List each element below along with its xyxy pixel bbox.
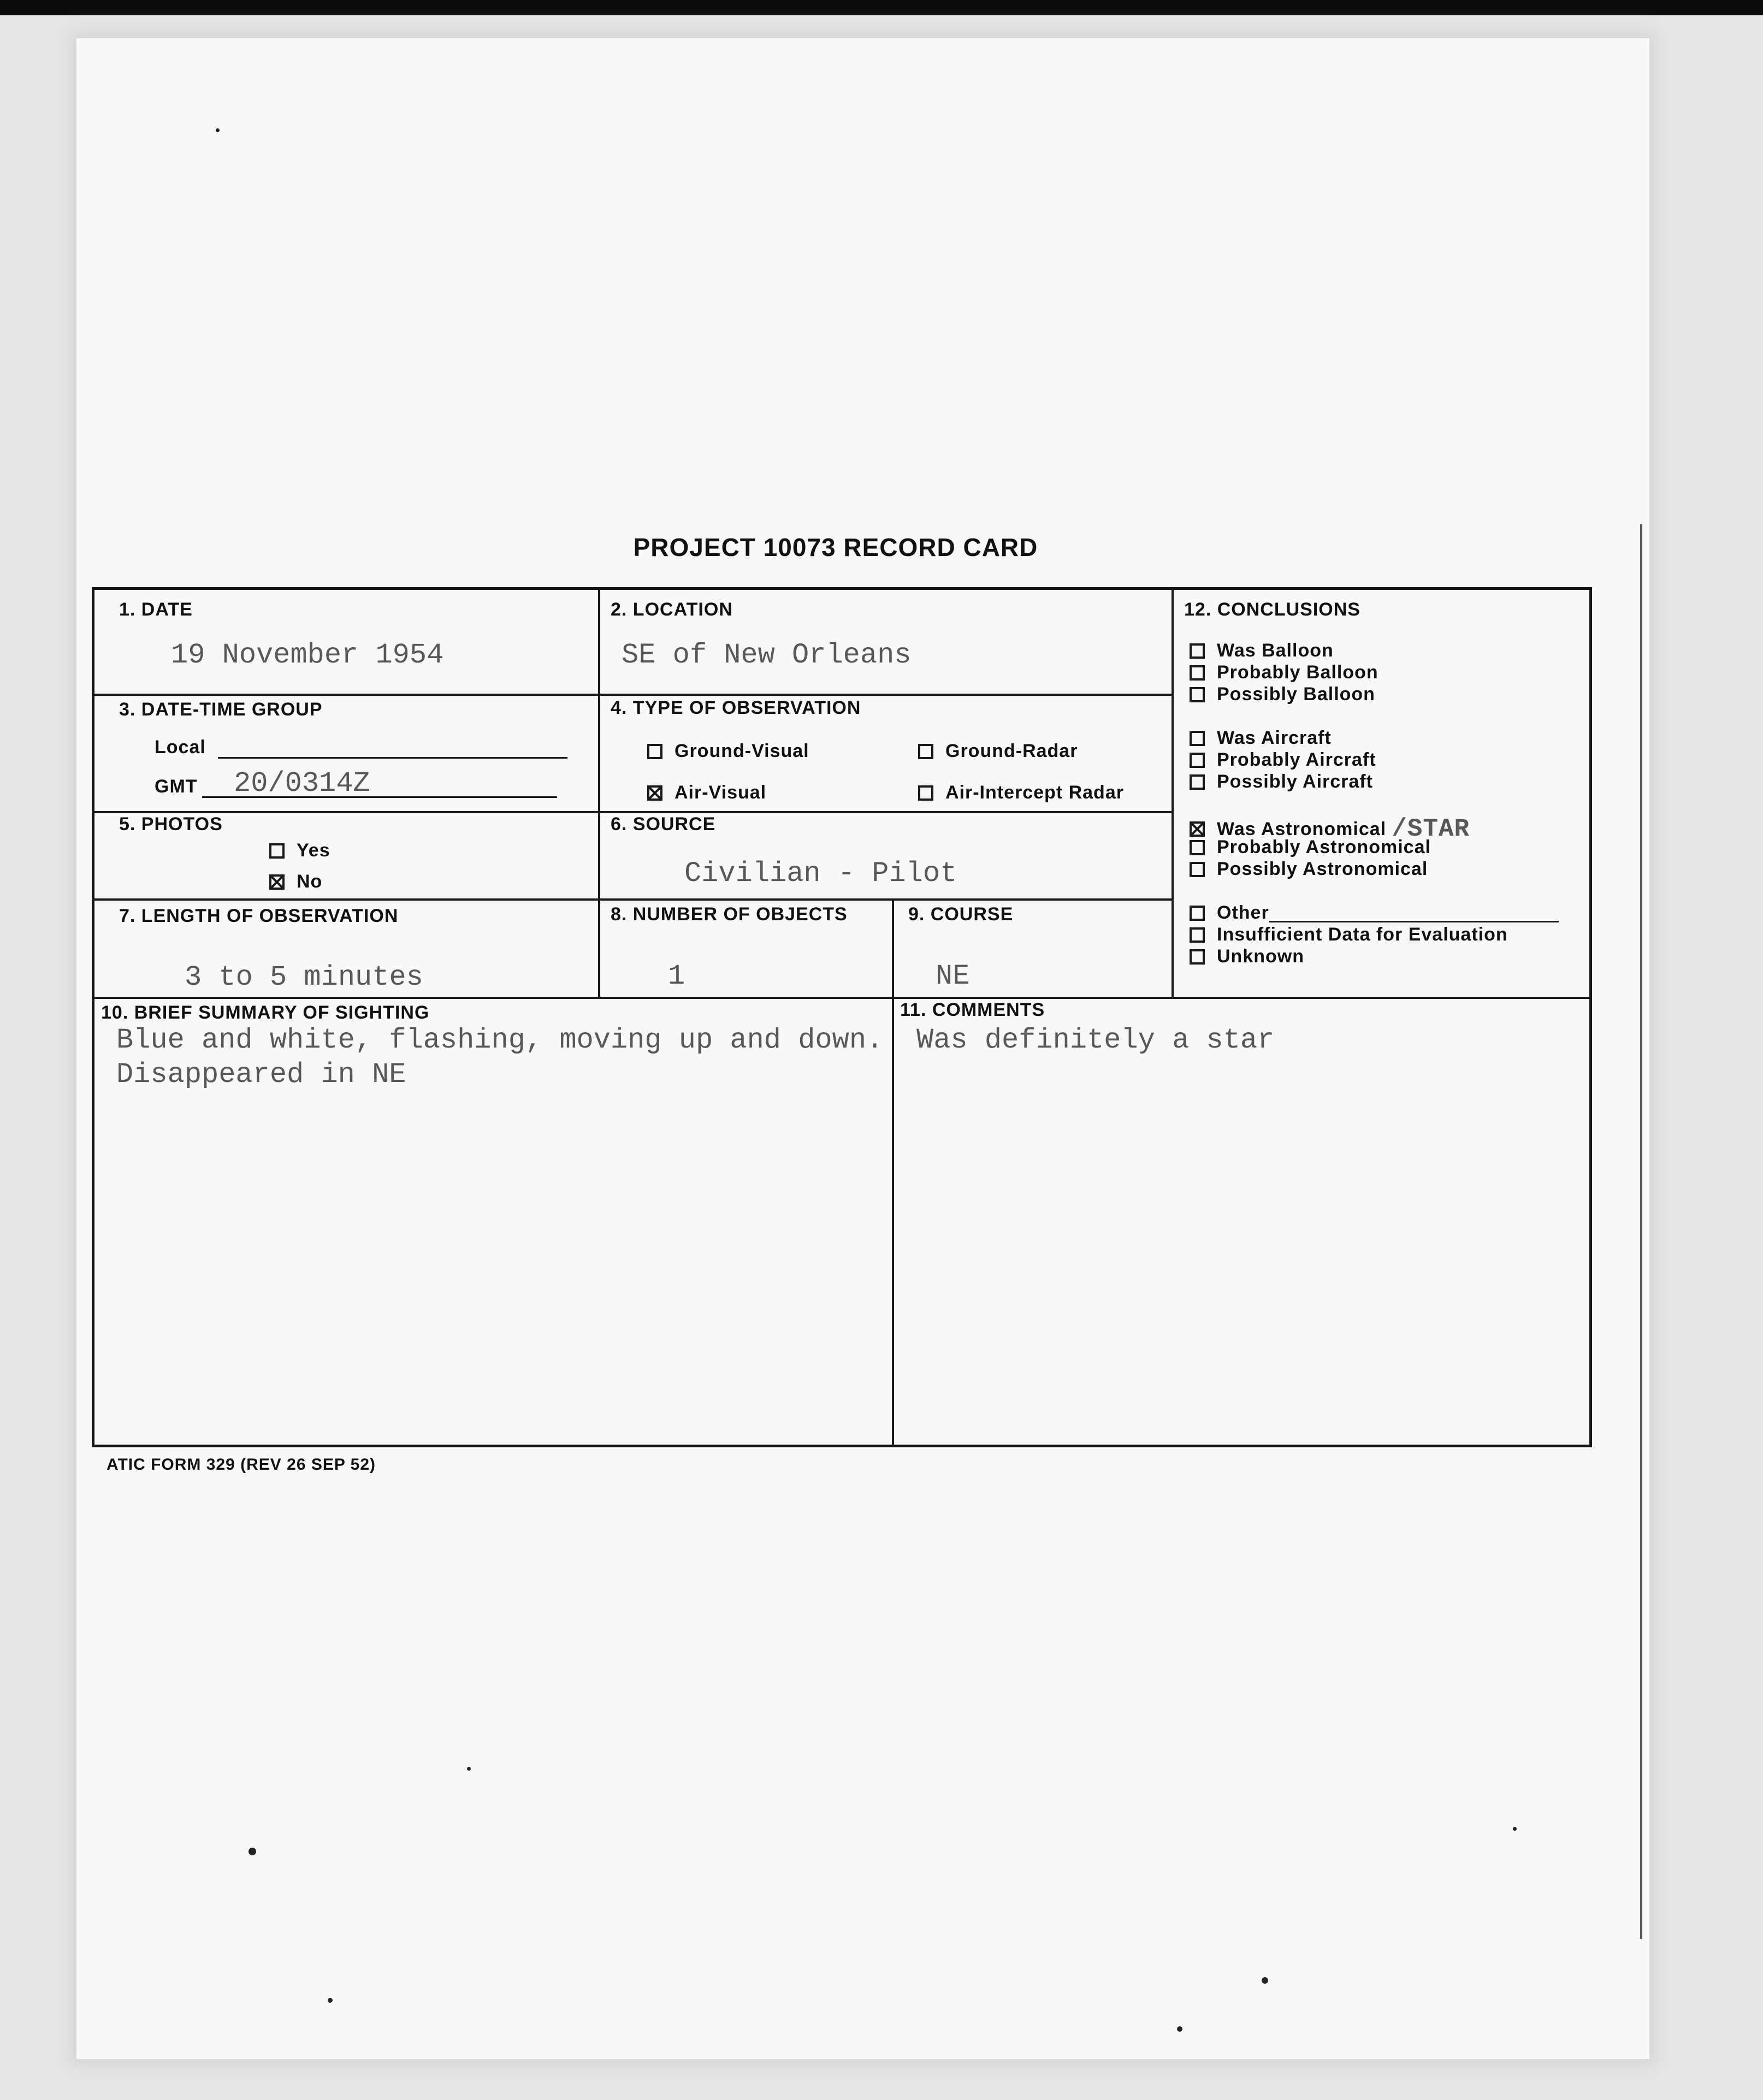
conclusion-possibly-aircraft <box>1190 771 1373 792</box>
scan-speck <box>1177 2026 1182 2032</box>
checkbox-icon <box>1190 774 1205 790</box>
conclusion-label: Probably Aircraft <box>1217 749 1376 770</box>
scan-top-edge <box>0 0 1763 15</box>
local-field <box>155 736 567 759</box>
divider-row2 <box>94 811 1172 813</box>
checkbox-icon <box>1190 643 1205 659</box>
checkbox-icon <box>647 744 662 759</box>
date-value: 19 November 1954 <box>171 639 444 671</box>
checkbox-icon <box>1190 906 1205 921</box>
conclusion-possibly-astronomical <box>1190 859 1428 880</box>
form-id: ATIC FORM 329 (REV 26 SEP 52) <box>107 1456 376 1474</box>
scan-speck <box>467 1767 471 1771</box>
type-of-observation-label: 4. TYPE OF OBSERVATION <box>611 697 861 718</box>
number-of-objects-label: 8. NUMBER OF OBJECTS <box>611 904 848 925</box>
location-value: SE of New Orleans <box>622 639 912 671</box>
card-title: PROJECT 10073 RECORD CARD <box>633 533 1038 561</box>
gmt-value: 20/0314Z <box>234 767 370 800</box>
conclusion-label: Insufficient Data for Evaluation <box>1217 924 1508 945</box>
checkbox-icon <box>1190 665 1205 681</box>
conclusion-insufficient-data <box>1190 924 1508 945</box>
conclusion-label: Was Astronomical <box>1217 818 1387 839</box>
checked-checkbox-icon <box>1190 821 1205 837</box>
comments-label: 11. COMMENTS <box>900 999 1045 1020</box>
checkbox-icon <box>918 785 933 801</box>
checkbox-icon <box>1190 687 1205 702</box>
scan-speck <box>216 128 220 132</box>
photos-no <box>269 871 322 892</box>
date-time-group-label: 3. DATE-TIME GROUP <box>119 699 323 720</box>
conclusion-was-balloon <box>1190 640 1334 661</box>
summary-line-1: Blue and white, flashing, moving up and down. <box>116 1024 884 1056</box>
local-value-line <box>218 736 567 759</box>
photos-yes-label: Yes <box>297 840 330 861</box>
obs-ground-radar-label: Ground-Radar <box>945 741 1078 761</box>
conclusion-was-aircraft <box>1190 727 1332 749</box>
summary-label: 10. BRIEF SUMMARY OF SIGHTING <box>101 1002 430 1023</box>
conclusion-label: Unknown <box>1217 946 1304 967</box>
course-label: 9. COURSE <box>908 904 1014 925</box>
conclusion-probably-aircraft <box>1190 749 1376 771</box>
conclusion-label: Probably Astronomical <box>1217 837 1431 857</box>
date-label: 1. DATE <box>119 599 193 620</box>
conclusion-probably-balloon <box>1190 662 1379 683</box>
checkbox-icon <box>1190 840 1205 855</box>
conclusions-label: 12. CONCLUSIONS <box>1184 599 1360 620</box>
record-card <box>92 587 1592 1447</box>
conclusion-other <box>1190 902 1559 924</box>
divider-row3 <box>94 898 1172 901</box>
summary-line-2: Disappeared in NE <box>116 1058 406 1091</box>
divider-row4 <box>94 997 1589 999</box>
divider-col-mid <box>892 898 894 1445</box>
obs-air-intercept-radar <box>918 782 1124 803</box>
source-value: Civilian - Pilot <box>684 857 957 890</box>
photos-no-label: No <box>297 871 323 892</box>
length-of-observation-value: 3 to 5 minutes <box>185 961 423 993</box>
conclusion-label: Other <box>1217 902 1269 923</box>
local-label: Local <box>155 737 206 758</box>
photos-yes <box>269 840 330 861</box>
conclusion-label: Was Aircraft <box>1217 727 1332 748</box>
checked-checkbox-icon <box>647 785 662 801</box>
divider-col-left <box>598 590 600 997</box>
source-label: 6. SOURCE <box>611 814 716 835</box>
number-of-objects-value: 1 <box>668 960 685 992</box>
checkbox-icon <box>1190 862 1205 877</box>
checkbox-icon <box>1190 731 1205 746</box>
conclusion-label: Probably Balloon <box>1217 662 1379 683</box>
obs-air-intercept-radar-label: Air-Intercept Radar <box>945 782 1124 803</box>
scan-speck <box>328 1998 333 2003</box>
gmt-label: GMT <box>155 776 198 797</box>
obs-air-visual-label: Air-Visual <box>675 782 767 803</box>
obs-ground-radar <box>918 741 1078 762</box>
checkbox-icon <box>1190 927 1205 943</box>
checkbox-icon <box>1190 753 1205 768</box>
obs-air-visual <box>647 782 766 803</box>
course-value: NE <box>936 960 970 992</box>
checkbox-icon <box>1190 949 1205 965</box>
conclusion-unknown <box>1190 946 1304 967</box>
scan-artifact-line <box>1640 524 1642 1939</box>
scan-speck <box>249 1848 256 1855</box>
comments-value: Was definitely a star <box>916 1024 1275 1056</box>
divider-row1 <box>94 694 1172 696</box>
divider-col-right <box>1172 590 1174 997</box>
checked-checkbox-icon <box>269 874 285 890</box>
conclusion-label: Possibly Aircraft <box>1217 771 1373 792</box>
checkbox-icon <box>269 843 285 859</box>
checkbox-icon <box>918 744 933 759</box>
conclusion-possibly-balloon <box>1190 684 1375 705</box>
length-of-observation-label: 7. LENGTH OF OBSERVATION <box>119 906 399 926</box>
location-label: 2. LOCATION <box>611 599 733 620</box>
scan-speck <box>1513 1827 1517 1831</box>
obs-ground-visual-label: Ground-Visual <box>675 741 809 761</box>
conclusion-label: Possibly Astronomical <box>1217 859 1428 879</box>
photos-label: 5. PHOTOS <box>119 814 223 835</box>
conclusion-label: Possibly Balloon <box>1217 684 1375 705</box>
conclusion-probably-astronomical <box>1190 837 1431 858</box>
conclusion-label: Was Balloon <box>1217 640 1334 661</box>
obs-ground-visual <box>647 741 809 762</box>
astronomical-annotation: /STAR <box>1392 815 1470 843</box>
other-line <box>1269 903 1559 922</box>
scan-speck <box>1262 1977 1268 1984</box>
